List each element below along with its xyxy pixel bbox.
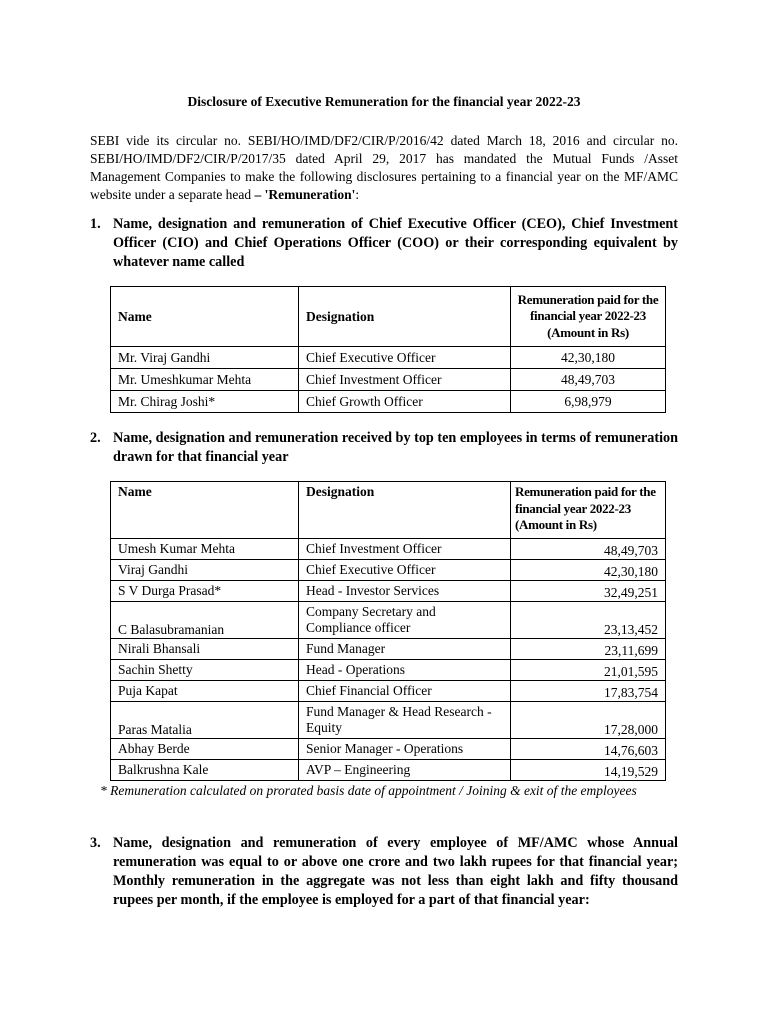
cell-amount: 48,49,703	[511, 369, 666, 391]
cell-designation: Chief Financial Officer	[299, 681, 511, 702]
cell-amount: 14,19,529	[511, 760, 666, 781]
cell-designation: Chief Executive Officer	[299, 347, 511, 369]
intro-head: – 'Remuneration'	[254, 187, 356, 202]
table-row	[111, 760, 666, 781]
intro-suffix: :	[355, 187, 360, 202]
cell-name: Umesh Kumar Mehta	[111, 539, 299, 560]
table-row	[111, 639, 666, 660]
cell-designation: Chief Investment Officer	[299, 369, 511, 391]
table-row	[111, 681, 666, 702]
section-1-text: Name, designation and remuneration of Chief Executive Officer (CEO), Chief Investment Officer (CIO) and Chief Operations Officer (COO) or their corresponding equivalent by whatever name called	[113, 216, 678, 270]
cell-amount: 14,76,603	[511, 739, 666, 760]
cell-designation: Fund Manager & Head Research - Equity	[299, 702, 511, 739]
section-3-heading	[90, 834, 678, 910]
table-row	[111, 581, 666, 602]
section-1-number: 1.	[90, 216, 101, 232]
table-header-row	[111, 482, 666, 539]
table-row	[111, 391, 666, 413]
section-2-number: 2.	[90, 430, 101, 446]
cell-designation: Head - Operations	[299, 660, 511, 681]
table-top-ten-employees	[110, 481, 666, 781]
section-1-heading	[90, 215, 678, 272]
cell-name: Balkrushna Kale	[111, 760, 299, 781]
table-row	[111, 660, 666, 681]
header-remuneration: Remuneration paid for the financial year 2022-23 (Amount in Rs)	[511, 482, 666, 539]
cell-amount: 32,49,251	[511, 581, 666, 602]
table-ceo-cio-coo	[110, 286, 666, 413]
cell-name: Mr. Chirag Joshi*	[111, 391, 299, 413]
page-title: Disclosure of Executive Remuneration for the financial year 2022-23	[187, 94, 581, 109]
cell-designation: Fund Manager	[299, 639, 511, 660]
cell-amount: 23,11,699	[511, 639, 666, 660]
header-name: Name	[111, 287, 299, 347]
header-remuneration: Remuneration paid for the financial year 2022-23 (Amount in Rs)	[511, 287, 666, 347]
cell-amount: 17,83,754	[511, 681, 666, 702]
cell-name: C Balasubramanian	[111, 602, 299, 639]
table-row	[111, 560, 666, 581]
section-2-text: Name, designation and remuneration received by top ten employees in terms of remuneration drawn for that financial year	[113, 430, 678, 465]
cell-amount: 42,30,180	[511, 560, 666, 581]
table-header-row	[111, 287, 666, 347]
cell-name: Mr. Umeshkumar Mehta	[111, 369, 299, 391]
cell-amount: 21,01,595	[511, 660, 666, 681]
cell-name: S V Durga Prasad*	[111, 581, 299, 602]
cell-name: Mr. Viraj Gandhi	[111, 347, 299, 369]
section-3-text: Name, designation and remuneration of every employee of MF/AMC whose Annual remuneration was equal to or above one crore and two lakh rupees for that financial year; Monthly remuneration in the aggregate was not less than eight lakh and fifty thousand rupees per month, if the employee is employed for a part of that financial year:	[113, 835, 678, 908]
cell-designation: Chief Growth Officer	[299, 391, 511, 413]
cell-name: Puja Kapat	[111, 681, 299, 702]
cell-amount: 42,30,180	[511, 347, 666, 369]
table-row	[111, 369, 666, 391]
intro-paragraph	[90, 132, 678, 204]
cell-name: Paras Matalia	[111, 702, 299, 739]
cell-designation: Head - Investor Services	[299, 581, 511, 602]
header-designation: Designation	[299, 287, 511, 347]
cell-amount: 6,98,979	[511, 391, 666, 413]
cell-designation: Company Secretary and Compliance officer	[299, 602, 511, 639]
header-designation: Designation	[299, 482, 511, 539]
section-3-number: 3.	[90, 835, 101, 851]
cell-designation: Chief Investment Officer	[299, 539, 511, 560]
section-2-heading	[90, 429, 678, 467]
cell-name: Viraj Gandhi	[111, 560, 299, 581]
table-row	[111, 739, 666, 760]
cell-designation: AVP – Engineering	[299, 760, 511, 781]
cell-name: Nirali Bhansali	[111, 639, 299, 660]
footnote: * Remuneration calculated on prorated basis date of appointment / Joining & exit of the employees	[100, 783, 637, 798]
table-row	[111, 702, 666, 739]
header-name: Name	[111, 482, 299, 539]
intro-text: SEBI vide its circular no. SEBI/HO/IMD/DF2/CIR/P/2016/42 dated March 18, 2016 and circular no. SEBI/HO/IMD/DF2/CIR/P/2017/35 dated April 29, 2017 has mandated the Mutual Funds /Asset Management Companies to make the following disclosures pertaining to a financial year on the MF/AMC website under a separate head	[90, 133, 678, 202]
cell-amount: 23,13,452	[511, 602, 666, 639]
cell-name: Sachin Shetty	[111, 660, 299, 681]
cell-name: Abhay Berde	[111, 739, 299, 760]
cell-amount: 17,28,000	[511, 702, 666, 739]
table-row	[111, 539, 666, 560]
table-row	[111, 347, 666, 369]
cell-amount: 48,49,703	[511, 539, 666, 560]
cell-designation: Chief Executive Officer	[299, 560, 511, 581]
table-row	[111, 602, 666, 639]
cell-designation: Senior Manager - Operations	[299, 739, 511, 760]
